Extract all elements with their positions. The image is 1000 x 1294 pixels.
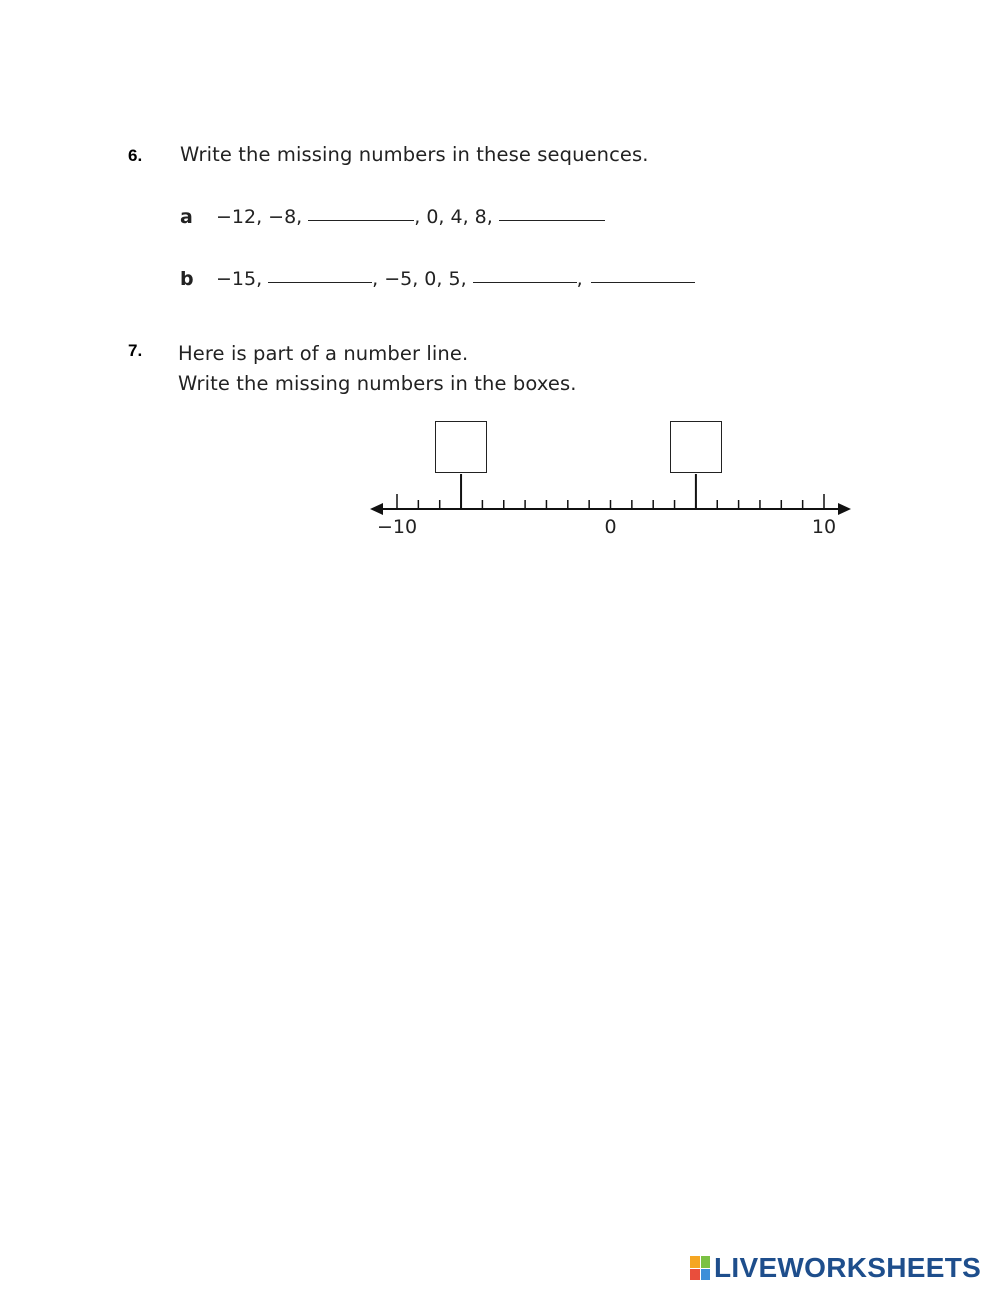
number-line-left-arrow bbox=[370, 503, 383, 515]
sequence-b-separator: , bbox=[576, 268, 583, 290]
sequence-b-letter: b bbox=[180, 268, 194, 290]
sequence-a-letter: a bbox=[180, 206, 193, 228]
number-line-label: 10 bbox=[811, 516, 837, 538]
logo-text: LIVEWORKSHEETS bbox=[714, 1252, 982, 1283]
sequence-b-start: −15, bbox=[216, 268, 263, 290]
number-line-answer-box-1[interactable] bbox=[435, 421, 487, 473]
number-line-right-arrow bbox=[838, 503, 851, 515]
question-7-line-1: Here is part of a number line. bbox=[178, 342, 469, 365]
liveworksheets-logo bbox=[690, 1252, 981, 1284]
number-line-answer-box-2[interactable] bbox=[670, 421, 722, 473]
number-line-label: 0 bbox=[604, 516, 617, 538]
logo-icon bbox=[690, 1256, 710, 1280]
number-line bbox=[0, 0, 1000, 600]
number-line-label: −10 bbox=[376, 516, 418, 538]
sequence-a-middle: , 0, 4, 8, bbox=[414, 206, 493, 228]
sequence-a-start: −12, −8, bbox=[216, 206, 303, 228]
question-6-instruction: Write the missing numbers in these sequences. bbox=[180, 143, 649, 166]
question-7-number: 7. bbox=[128, 341, 143, 360]
sequence-b-middle: , −5, 0, 5, bbox=[372, 268, 467, 290]
question-6-number: 6. bbox=[128, 146, 143, 165]
question-7-line-2: Write the missing numbers in the boxes. bbox=[178, 372, 577, 395]
